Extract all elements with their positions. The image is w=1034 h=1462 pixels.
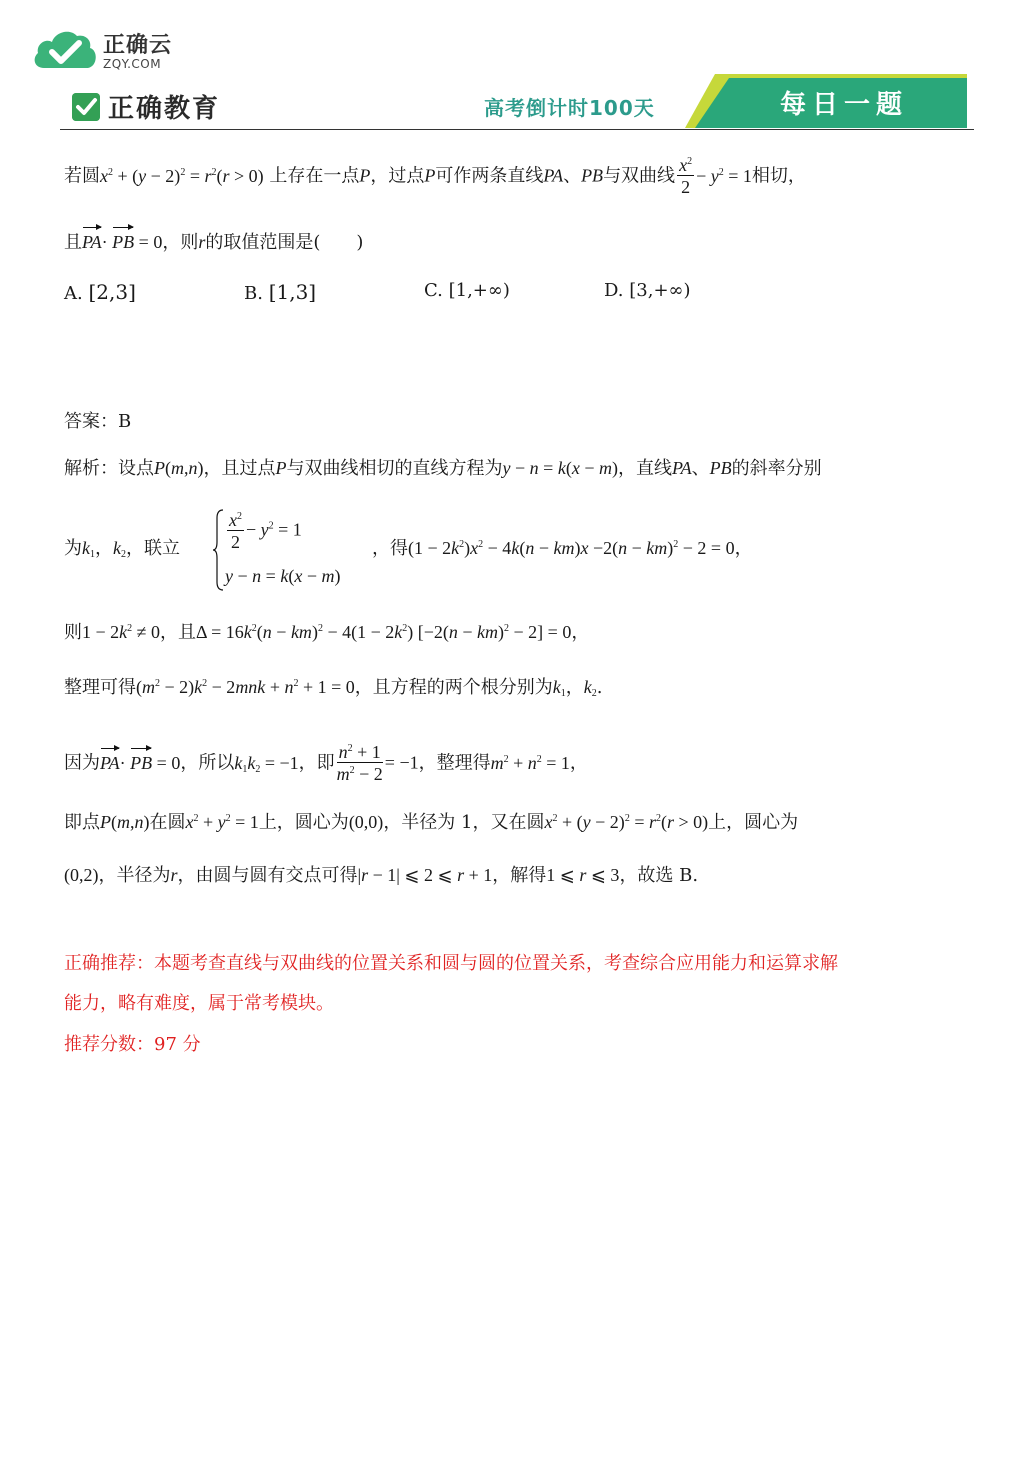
logo-name-cn: 正确云: [103, 33, 173, 58]
text: 、: [563, 165, 582, 187]
option-label: B.: [244, 283, 263, 304]
text: ，即: [298, 752, 335, 774]
text: ，则: [162, 232, 199, 253]
text: 上，圆心为: [708, 812, 799, 833]
text: 与双曲线相切的直线方程为: [286, 458, 503, 479]
question-line-1: 若圆$x^2 + (y - 2)^2 = r^2(r > 0)$ 上存在一点P，过点P可作两条直线PA、PB与双曲线 $\frac{x^2}{2}$ − $y^2 = 1$相切，: [64, 155, 806, 197]
text: ，联立: [126, 538, 180, 559]
recommend-score: 推荐分数：97 分: [64, 1034, 201, 1055]
text: 整理可得: [64, 677, 136, 698]
text: ，且: [160, 622, 197, 643]
solution-line-6: 即点P(m,n)在圆$x^2 + y^2 = 1$上，圆心为(0,0)，半径为 1，又在圆$x^2 + (y - 2)^2 = r^2(r > 0)$上，圆心为: [64, 812, 799, 833]
text: 可作两条直线: [435, 165, 544, 187]
text: 上存在一点: [269, 165, 360, 187]
equation-system: [213, 508, 363, 592]
solution-line-5: 因为PA· PB = 0，所以$k_1k_2 = -1$，即 $\frac{n^2 + 1}{m^2 - 2}$ = −1，整理得$m^2 + n^2 = 1$，: [64, 742, 588, 784]
text: ，: [569, 752, 588, 774]
option-value: [1,3]: [268, 280, 317, 304]
solution-line-1: 解析：设点P(m,n)，且过点P与双曲线相切的直线方程为y − n = k(x − m)，直线PA、PB的斜率分别: [64, 458, 822, 479]
logo-wordmark: [103, 28, 172, 71]
option-value: [1,+∞): [448, 280, 510, 301]
text: ，半径为: [98, 865, 171, 886]
text: ，得: [372, 538, 408, 559]
text: 因为: [64, 752, 100, 774]
recommend-line-1: 正确推荐：本题考查直线与双曲线的位置关系和圆与圆的位置关系，考查综合应用能力和运算求解: [64, 953, 838, 974]
banner-title: 每日一题: [780, 90, 909, 120]
solution-line-4: 整理可得$(m^2 - 2)k^2 - 2mnk + n^2 + 1 = 0$，且方程的两个根分别为$k_1$，$k_2$.: [64, 677, 603, 699]
brand-header: [72, 88, 220, 125]
zqy-cloud-logo-icon: [30, 22, 100, 74]
option-c[interactable]: [424, 280, 510, 301]
text: 为: [64, 538, 82, 559]
option-label: A.: [64, 283, 83, 304]
system-eq-1: $\frac{x^2}{2}$ − $y^2 = 1$: [229, 510, 302, 552]
text: .: [596, 677, 603, 698]
text: ，过点: [370, 165, 425, 187]
option-label: C.: [424, 280, 443, 301]
option-b[interactable]: [244, 280, 316, 304]
solution-line-2b: ，得$(1 - 2k^2)x^2 - 4k(n - km)x -2(n - km)^2 - 2 = 0$，: [372, 538, 753, 559]
logo-name-en: ZQY.COM: [103, 57, 162, 71]
formula-circle: $x^2 + (y - 2)^2 = r^2(r > 0)$: [100, 165, 264, 186]
text: ，: [565, 677, 584, 698]
fraction: $\frac{x^2}{2}$: [679, 155, 693, 197]
text: 若圆: [64, 165, 100, 187]
text: 上，圆心为: [258, 812, 349, 833]
check-icon: [72, 93, 100, 121]
solution-line-2a: 为$k_1$，$k_2$，联立: [64, 538, 180, 560]
text: ，: [734, 538, 753, 559]
answer-line: [64, 410, 131, 434]
text: 的取值范围是( ): [205, 232, 364, 253]
text: 即点: [64, 812, 100, 833]
brand-title: 正确教育: [108, 94, 221, 124]
countdown-label: 高考倒计时100天: [484, 96, 655, 120]
answer-options: [64, 280, 964, 308]
answer-label: 答案：: [64, 411, 118, 432]
text: ，: [95, 538, 113, 559]
text: ，且方程的两个根分别为: [354, 677, 553, 698]
option-label: D.: [604, 280, 624, 301]
text: 解析：设点: [64, 458, 154, 479]
text: ，半径为 1，又在圆: [383, 812, 545, 833]
text: ，: [571, 622, 590, 643]
text: ，由圆与圆有交点可得: [177, 865, 358, 886]
option-d[interactable]: [604, 280, 691, 301]
text: 相切，: [751, 165, 806, 187]
question-line-2: 且PA· PB = 0，则r的取值范围是( ): [64, 232, 364, 253]
option-value: [3,+∞): [629, 280, 691, 301]
text: 则: [64, 622, 82, 643]
fraction: $\frac{n^2 + 1}{m^2 - 2}$: [336, 742, 383, 784]
recommend-line-2: 能力，略有难度，属于常考模块。: [64, 993, 334, 1014]
text: 的斜率分别: [731, 458, 822, 479]
text: 、: [691, 458, 710, 479]
text: ，且过点: [203, 458, 276, 479]
answer-value: B: [118, 411, 132, 432]
text: 在圆: [149, 812, 186, 833]
left-brace-icon: [213, 508, 225, 592]
text: 与双曲线: [603, 165, 676, 187]
text: ，直线: [617, 458, 672, 479]
text: ，整理得: [418, 752, 491, 774]
header-divider: [60, 129, 974, 130]
solution-line-7: (0,2)，半径为r，由圆与圆有交点可得|r − 1| ⩽ 2 ⩽ r + 1，解得1 ⩽ r ⩽ 3，故选 B.: [64, 865, 699, 886]
system-eq-2: y − n = k(x − m): [225, 566, 341, 586]
text: ，故选 B.: [619, 865, 699, 886]
text: ，解得: [492, 865, 547, 886]
option-value: [2,3]: [88, 280, 136, 304]
solution-line-3: 则$1 - 2k^2 \ne 0$，且$\Delta = 16k^2(n - km)^2 - 4(1 - 2k^2) [-2(n - km)^2 - 2] = 0$，: [64, 622, 590, 643]
option-a[interactable]: [64, 280, 136, 304]
text: ，所以: [180, 752, 235, 774]
text: 且: [64, 232, 82, 253]
